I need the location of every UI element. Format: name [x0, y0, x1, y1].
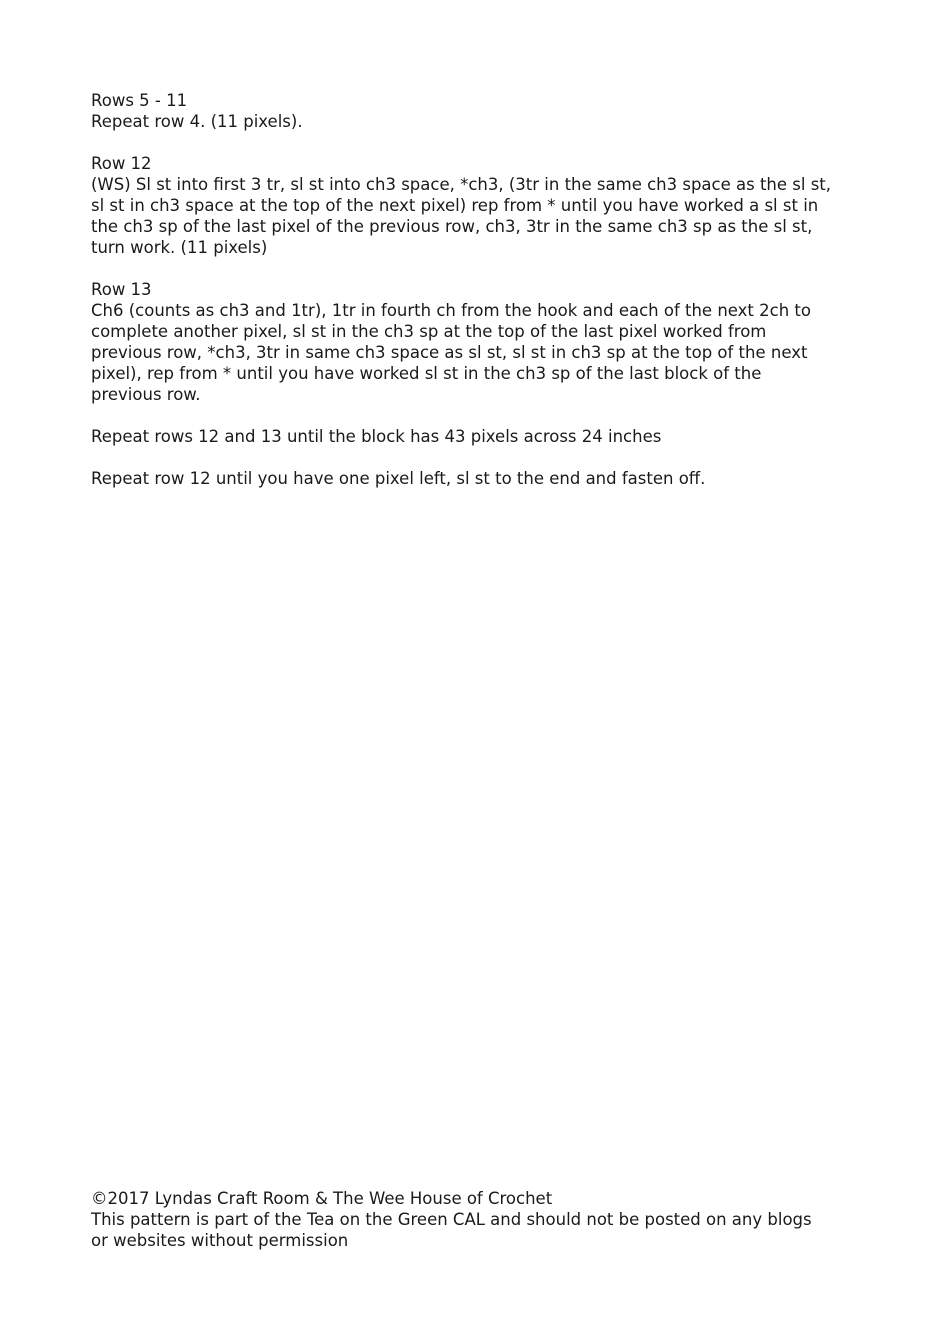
section-heading: Rows 5 - 11: [91, 91, 188, 110]
section-row-13: [91, 279, 871, 405]
section-heading: Row 12: [91, 154, 152, 173]
instruction-line: Repeat row 12 until you have one pixel left, sl st to the end and fasten off.: [91, 469, 706, 488]
instruction-line: sl st in ch3 space at the top of the next pixel) rep from * until you have worked a sl st in: [91, 196, 819, 215]
page-footer: [91, 1188, 871, 1251]
permission-notice: or websites without permission: [91, 1231, 349, 1250]
instruction-line: the ch3 sp of the last pixel of the previous row, ch3, 3tr in the same ch3 sp as the sl st,: [91, 217, 813, 236]
instruction-line: (WS) Sl st into first 3 tr, sl st into ch3 space, *ch3, (3tr in the same ch3 space as the sl st,: [91, 175, 832, 194]
instruction-line: complete another pixel, sl st in the ch3 sp at the top of the last pixel worked from: [91, 322, 767, 341]
instruction-line: Ch6 (counts as ch3 and 1tr), 1tr in fourth ch from the hook and each of the next 2ch to: [91, 301, 811, 320]
instruction-line: turn work. (11 pixels): [91, 238, 268, 257]
section-finish: [91, 468, 871, 489]
section-heading: Row 13: [91, 280, 152, 299]
permission-notice: This pattern is part of the Tea on the Green CAL and should not be posted on any blogs: [91, 1210, 812, 1229]
section-repeat-12-13: [91, 426, 871, 447]
copyright-text: ©2017 Lyndas Craft Room & The Wee House of Crochet: [91, 1189, 553, 1208]
instruction-line: pixel), rep from * until you have worked sl st in the ch3 sp of the last block of the: [91, 364, 762, 383]
instruction-line: Repeat rows 12 and 13 until the block has 43 pixels across 24 inches: [91, 427, 662, 446]
pattern-body: [91, 90, 871, 510]
instruction-line: Repeat row 4. (11 pixels).: [91, 112, 303, 131]
section-rows-5-11: [91, 90, 871, 132]
instruction-line: previous row.: [91, 385, 201, 404]
section-row-12: [91, 153, 871, 258]
instruction-line: previous row, *ch3, 3tr in same ch3 space as sl st, sl st in ch3 sp at the top of the next: [91, 343, 808, 362]
